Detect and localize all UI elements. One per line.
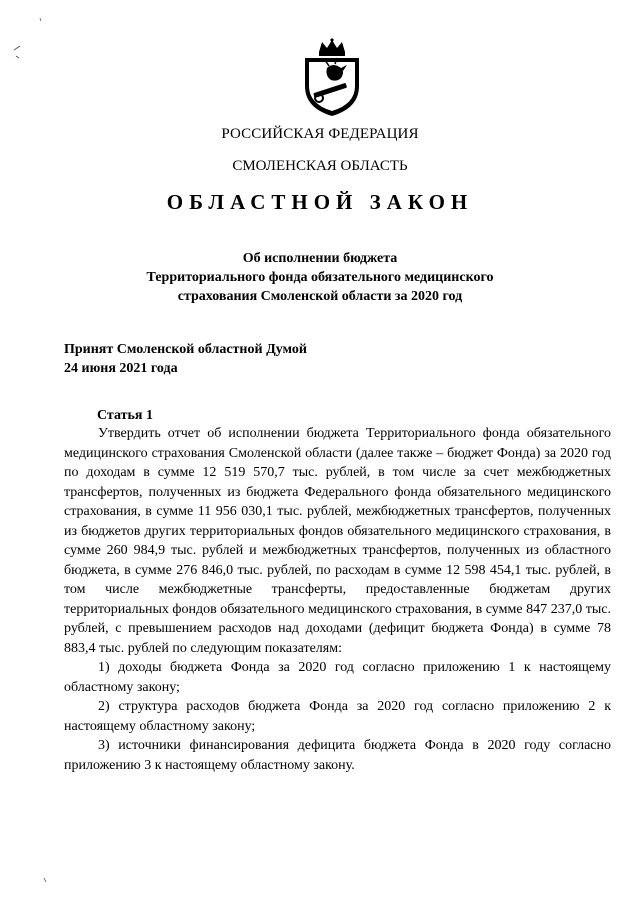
law-title-line: Об исполнении бюджета: [242, 251, 398, 266]
law-title: [0, 249, 640, 306]
article-list-item: 2) структура расходов бюджета Фонда за 2020 год согласно приложению 2 к настоящему областному закону;: [64, 699, 611, 734]
law-title-line: Территориального фонда обязательного медицинского: [146, 270, 494, 285]
adoption-note: [64, 340, 307, 378]
article-list-item: 1) доходы бюджета Фонда за 2020 год согласно приложению 1 к настоящему областному закону;: [64, 660, 611, 695]
adoption-date: 24 июня 2021 года: [64, 361, 178, 376]
article-heading: Статья 1: [97, 408, 153, 423]
adoption-body: Принят Смоленской областной Думой: [64, 342, 307, 357]
coat-of-arms-icon: [297, 38, 367, 118]
law-title-line: страхования Смоленской области за 2020 год: [177, 289, 463, 304]
country-heading: РОССИЙСКАЯ ФЕДЕРАЦИЯ: [221, 126, 419, 142]
article-paragraph: Утвердить отчет об исполнении бюджета Территориального фонда обязательного медицинского страхования Смоленской области (далее также – бюджет Фонда) за 2020 год по доходам в сумме 12 519 570,7 тыс. рублей, в том числе за счет межбюджетных трансфертов, полученных из бюджета Федерального фонда обязательного медицинского страхования, в сумме 11 956 030,1 тыс. рублей, межбюджетных трансфертов, полученных из бюджетов других территориальных фондов обязательного медицинского страхования, в сумме 260 984,9 тыс. рублей и межбюджетных трансфертов, полученных из областного бюджета, в сумме 276 846,0 тыс. рублей, по расходам в сумме 12 598 454,1 тыс. рублей, в том числе межбюджетные трансферты, предоставленные бюджетам других территориальных фондов обязательного медицинского страхования, в сумме 847 237,0 тыс. рублей, с превышением расходов над доходами (дефицит бюджета Фонда) в сумме 78 883,4 тыс. рублей по следующим показателям:: [64, 426, 611, 656]
article-body: [64, 424, 611, 775]
article-list-item: 3) источники финансирования дефицита бюджета Фонда в 2020 году согласно приложению 3 к настоящему областному закону.: [64, 738, 611, 773]
document-type-heading: ОБЛАСТНОЙ ЗАКОН: [166, 190, 474, 214]
region-heading: СМОЛЕНСКАЯ ОБЛАСТЬ: [232, 158, 408, 174]
